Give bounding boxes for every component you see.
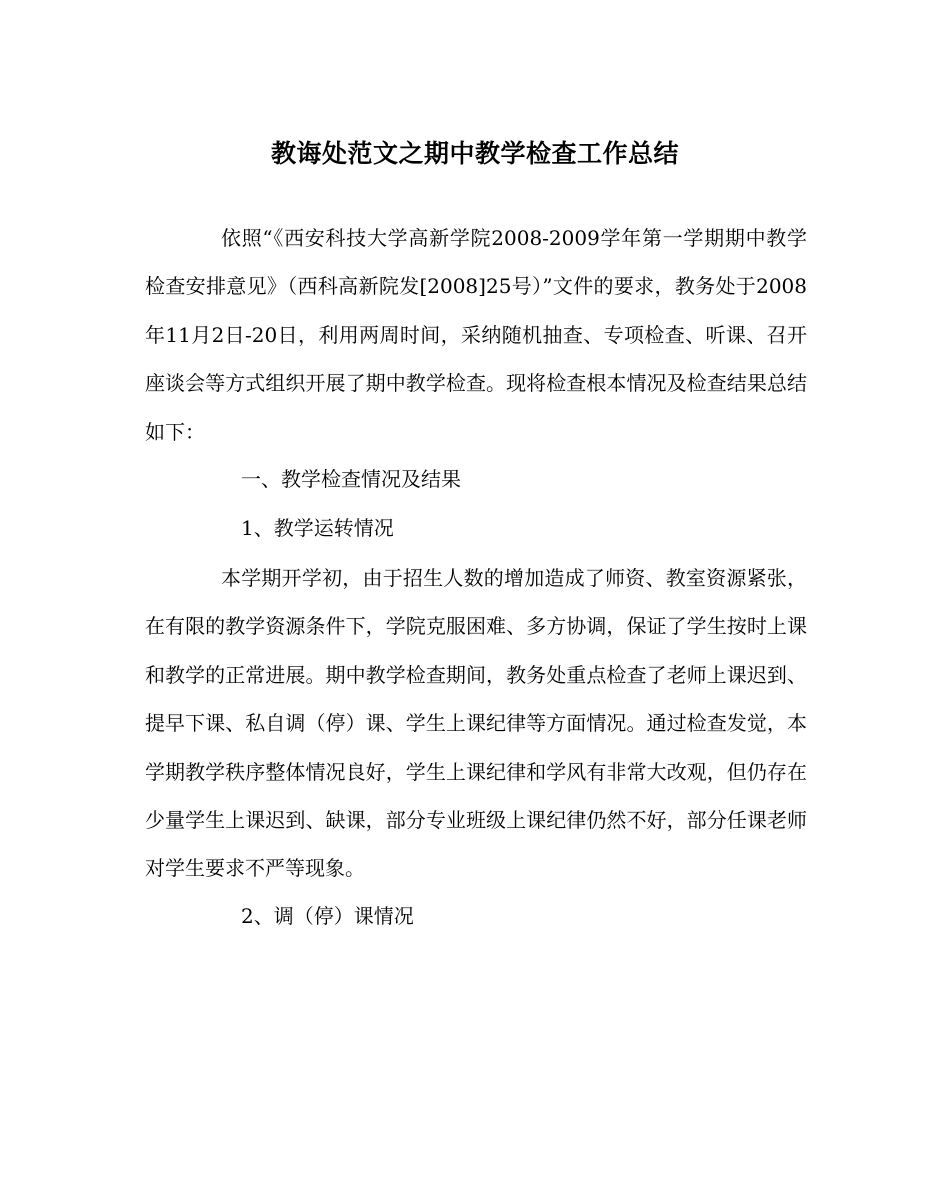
teaching-operation-paragraph: 本学期开学初，由于招生人数的增加造成了师资、教室资源紧张，在有限的教学资源条件下，学院克服困难、多方协调，保证了学生按时上课和教学的正常进展。期中教学检查期间，教务处重点检查了老师上课迟到、提早下课、私自调（停）课、学生上课纪律等方面情况。通过检查发觉，本学期教学秩序整体情况良好，学生上课纪律和学风有非常大改观，但仍存在少量学生上课迟到、缺课，部分专业班级上课纪律仍然不好，部分任课老师对学生要求不严等现象。 [145, 566, 807, 881]
subsection-heading-2: 2、调（停）课情况 [241, 904, 414, 928]
subsection-heading-1: 1、教学运转情况 [241, 516, 394, 540]
intro-paragraph: 依照“《西安科技大学高新学院2008-2009学年第一学期期中教学检查安排意见》（西科高新院发[2008]25号）”文件的要求，教务处于2008年11月2日-20日，利用两周时间，采纳随机抽查、专项检查、听课、召开座谈会等方式组织开展了期中教学检查。现将检查根本情况及检查结果总结如下： [145, 226, 807, 444]
section-heading-1: 一、教学检查情况及结果 [241, 467, 461, 491]
document-title: 教诲处范文之期中教学检查工作总结 [270, 139, 679, 168]
